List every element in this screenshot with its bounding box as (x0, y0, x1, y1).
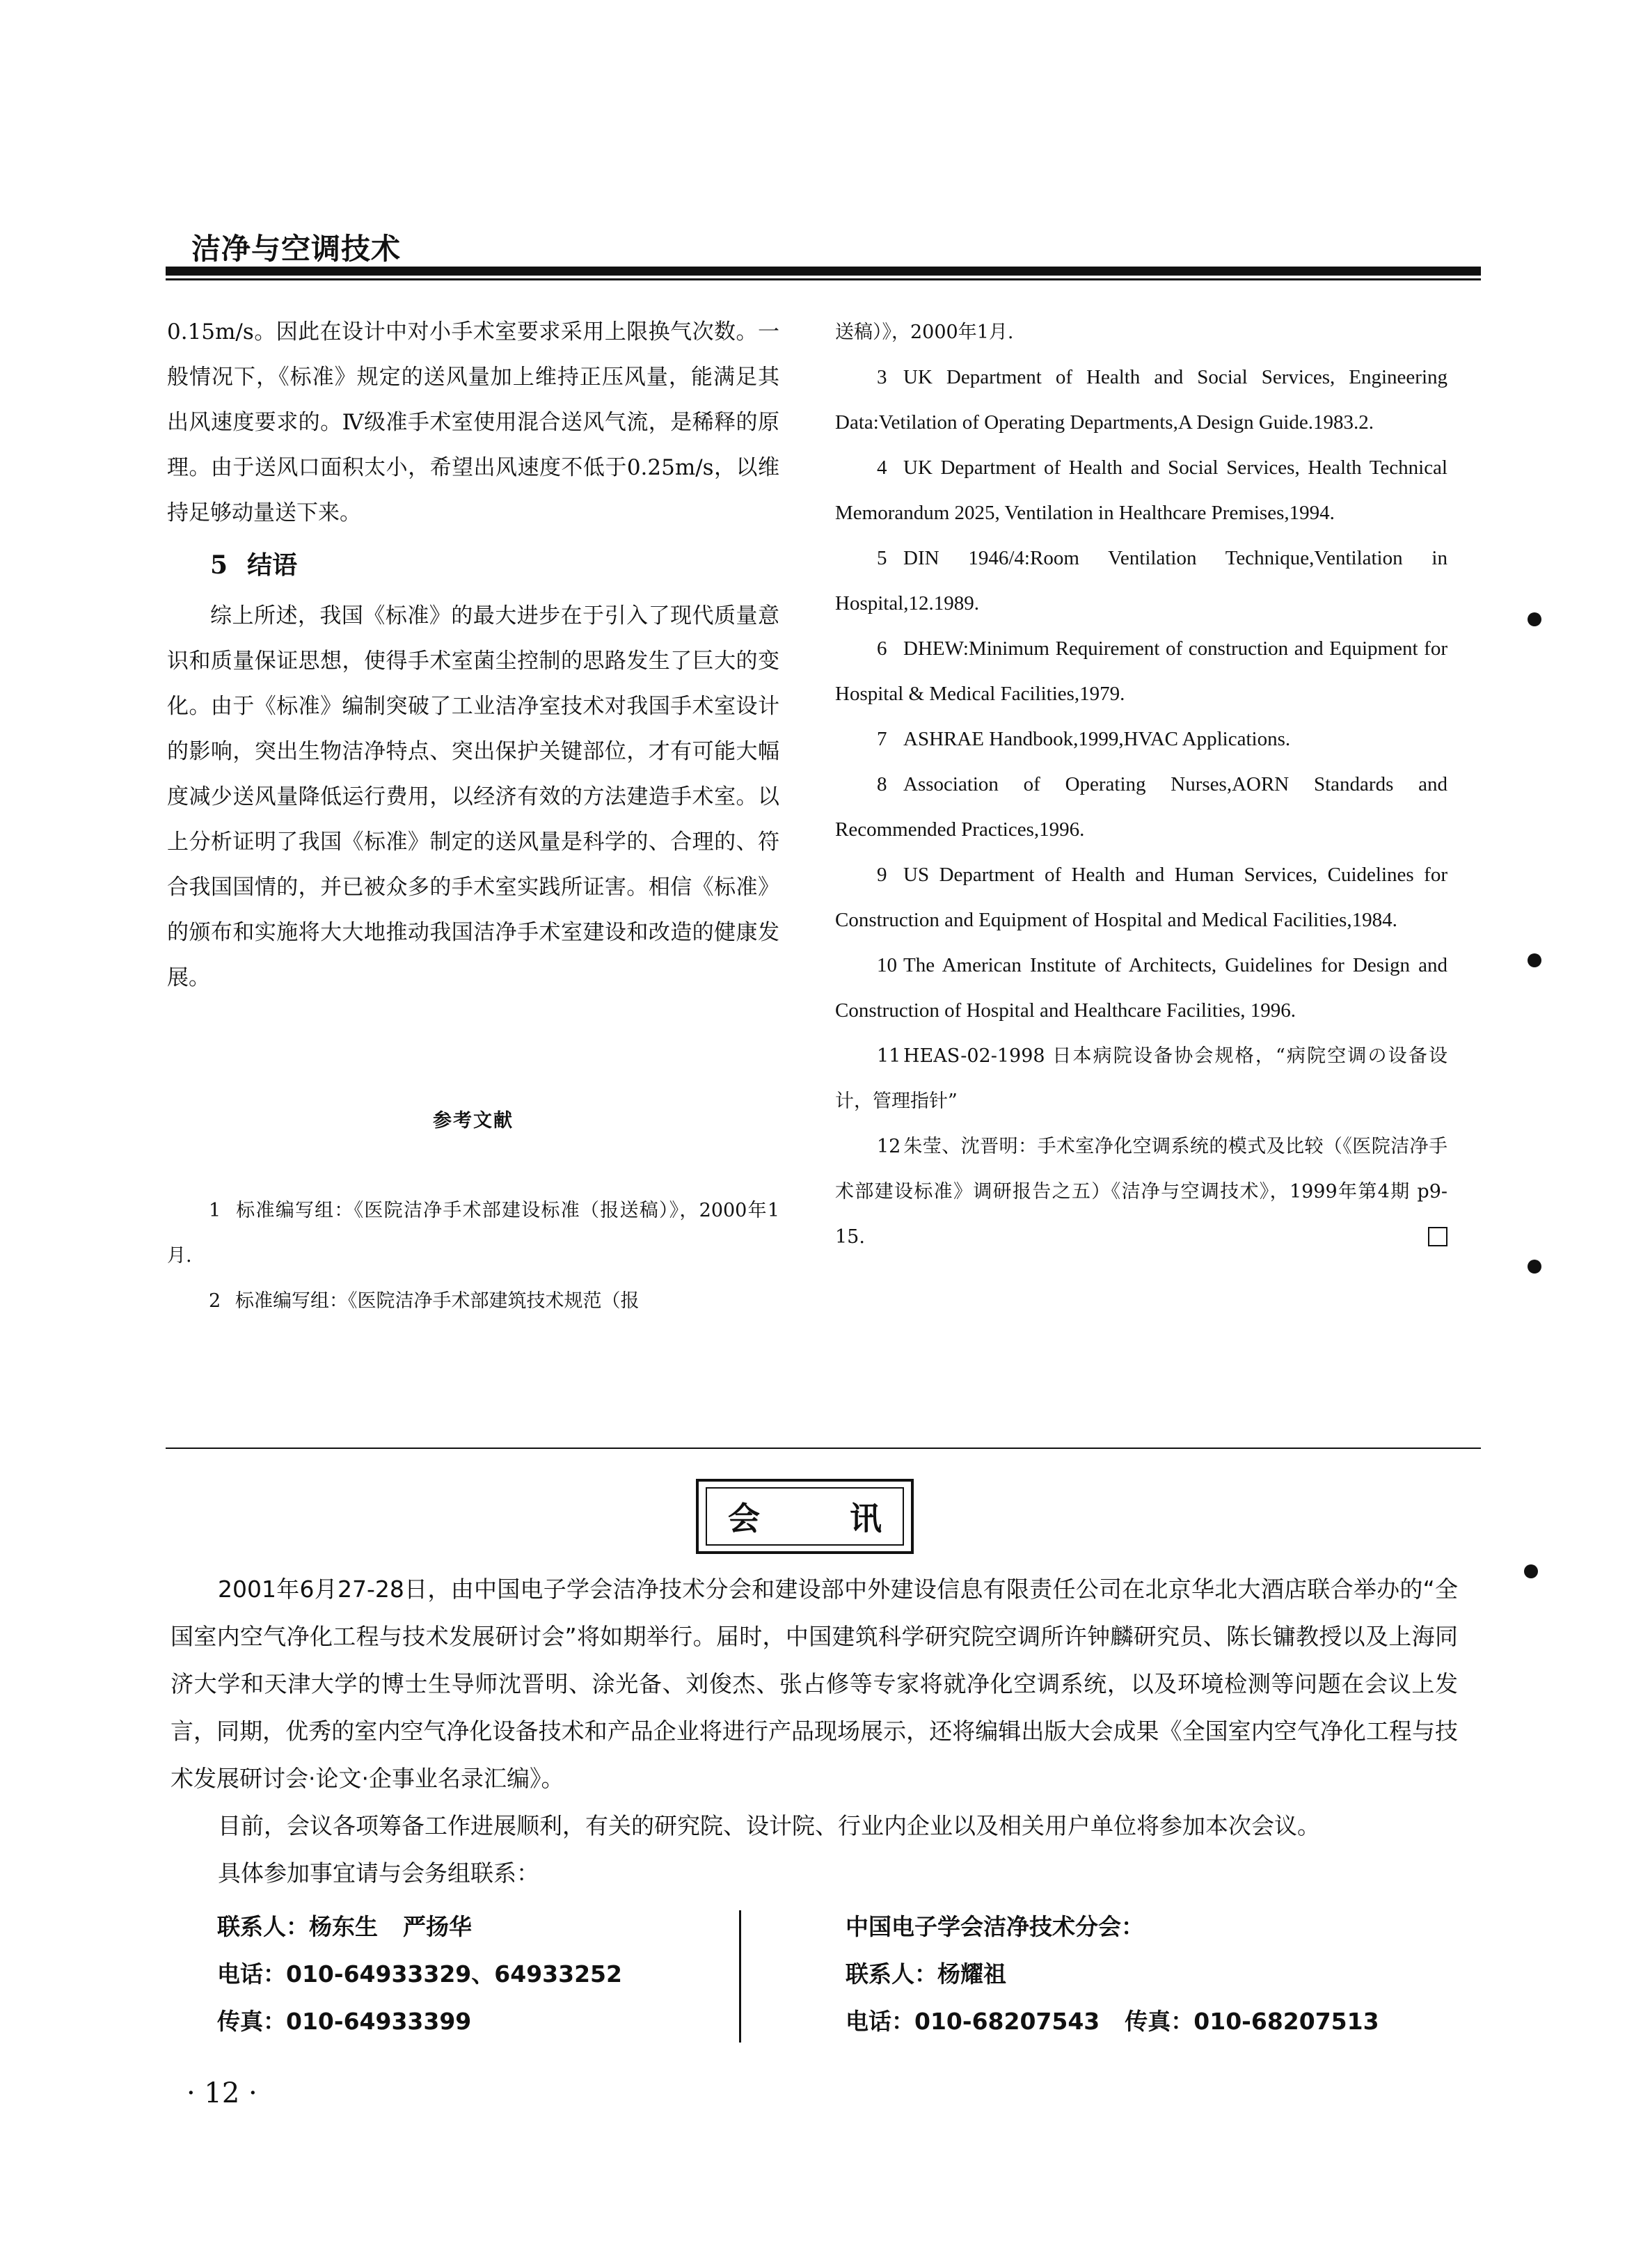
reference-item (835, 445, 1447, 536)
header-rule-thick (166, 267, 1481, 276)
section-heading (210, 546, 779, 581)
reference-item (835, 536, 1447, 626)
notice-title-box (696, 1479, 914, 1554)
reference-number: 3 (877, 366, 887, 388)
contact-person: 杨东生 (309, 1913, 378, 1940)
reference-item (835, 1033, 1447, 1124)
journal-name: 洁净与空调技术 (191, 232, 402, 266)
body-paragraph: 综上所述，我国《标准》的最大进步在于引入了现代质量意识和质量保证思想，使得手术室菌尘控制的思路发生了巨大的变化。由于《标准》编制突破了工业洁净室技术对我国手术室设计的影响，突出生物洁净特点、突出保护关键部位，才有可能大幅度减少送风量降低运行费用，以经济有效的方法建造手术室。以上分析证明了我国《标准》制定的送风量是科学的、合理的、符合我国国情的，并已被众多的手术室实践所证害。相信《标准》的颁布和实施将大大地推动我国洁净手术室建设和改造的健康发展。 (167, 603, 779, 990)
contact-person: 杨耀祖 (937, 1960, 1006, 1988)
contact-fax: 010-68207513 (1193, 2008, 1379, 2035)
notice-title-inner (706, 1487, 904, 1546)
reference-text: HEAS-02-1998 日本病院设备协会规格，“病院空调の设备设计，管理指针” (835, 1045, 1447, 1112)
reference-text: 朱莹、沈晋明：手术室净化空调系统的模式及比较（《医院洁净手术部建设标准》调研报告之五）《洁净与空调技术》，1999年第4期 p9-15. (835, 1136, 1447, 1248)
reference-text: 标准编写组：《医院洁净手术部建筑技术规范（报 (235, 1290, 640, 1312)
page-number: · 12 · (187, 2077, 257, 2109)
reference-number: 6 (877, 637, 887, 660)
notice-paragraph: 目前，会议各项筹备工作进展顺利，有关的研究院、设计院、行业内企业以及相关用户单位将参加本次会议。 (218, 1812, 1320, 1839)
contact-left (217, 1903, 622, 2045)
reference-item (835, 626, 1447, 717)
contact-person: 严扬华 (403, 1913, 472, 1940)
reference-item (835, 355, 1447, 445)
section-number: 5 (210, 550, 228, 580)
contact-phone: 010-64933329、64933252 (286, 1960, 622, 1988)
body-paragraph: 0.15m/s。因此在设计中对小手术室要求采用上限换气次数。一般情况下，《标准》规定的送风量加上维持正压风量，能满足其出风速度要求的。Ⅳ级准手术室使用混合送风气流，是稀释的原理。由于送风口面积太小，希望出风速度不低于0.25m/s，以维持足够动量送下来。 (167, 319, 779, 525)
reference-text: DHEW:Minimum Requirement of construction and Equipment for Hospital & Medical Facilities,1979. (835, 637, 1447, 705)
reference-text: The American Institute of Architects, Guidelines for Design and Construction of Hospital and Healthcare Facilities, 1996. (835, 954, 1447, 1022)
reference-item (835, 853, 1447, 943)
binding-hole-mark (1524, 1564, 1538, 1578)
reference-number: 1 (209, 1200, 221, 1221)
reference-number: 12 (877, 1136, 901, 1157)
reference-text: US Department of Health and Human Services, Cuidelines for Construction and Equipment of Hospital and Medical Facilities,1984. (835, 864, 1447, 931)
contact-phone-line (217, 1951, 622, 1998)
contact-label: 电话： (846, 2008, 914, 2035)
contact-right (846, 1903, 1379, 2045)
reference-text: UK Department of Health and Social Services, Engineering Data:Vetilation of Operating Departments,A Design Guide.1983.2. (835, 366, 1447, 434)
reference-text: ASHRAE Handbook,1999,HVAC Applications. (903, 728, 1291, 750)
reference-item (167, 1278, 779, 1324)
notice-title-char: 会 (728, 1500, 760, 1537)
references-title: 参考文献 (433, 1110, 514, 1132)
contact-label: 传真： (217, 2008, 286, 2035)
reference-number: 5 (877, 547, 887, 569)
contact-label: 联系人： (846, 1960, 937, 1988)
reference-number: 8 (877, 773, 887, 795)
reference-number: 2 (209, 1290, 221, 1312)
binding-hole-mark (1528, 1260, 1541, 1274)
reference-text: DIN 1946/4:Room Ventilation Technique,Ventilation in Hospital,12.1989. (835, 547, 1447, 614)
notice-paragraph: 2001年6月27-28日，由中国电子学会洁净技术分会和建设部中外建设信息有限责任公司在北京华北大酒店联合举办的“全国室内空气净化工程与技术发展研讨会”将如期举行。届时，中国建筑科学研究院空调所许钟麟研究员、陈长镛教授以及上海同济大学和天津大学的博士生导师沈晋明、涂光备、刘俊杰、张占修等专家将就净化空调系统，以及环境检测等问题在会议上发言，同期，优秀的室内空气净化设备技术和产品企业将进行产品现场展示，还将编辑出版大会成果《全国室内空气净化工程与技术发展研讨会·论文·企事业名录汇编》。 (170, 1576, 1458, 1792)
contact-label: 电话： (217, 1960, 286, 1988)
contact-person-line (846, 1951, 1379, 1998)
contact-fax: 010-64933399 (286, 2008, 472, 2035)
contact-org: 中国电子学会洁净技术分会： (846, 1913, 1144, 1940)
reference-item (835, 1124, 1447, 1260)
contact-phone-fax-line (846, 1998, 1379, 2045)
header-rule-thin (166, 278, 1481, 280)
reference-text: UK Department of Health and Social Services, Health Technical Memorandum 2025, Ventilation in Healthcare Premises,1994. (835, 457, 1447, 524)
contact-divider (739, 1910, 741, 2043)
contact-phone: 010-68207543 (914, 2008, 1100, 2035)
reference-item (835, 943, 1447, 1033)
binding-hole-mark (1528, 612, 1541, 626)
right-column (835, 310, 1447, 1260)
left-column (167, 310, 779, 1324)
reference-continuation: 送稿）》，2000年1月. (835, 322, 1014, 343)
notice-paragraph: 具体参加事宜请与会务组联系： (218, 1859, 539, 1887)
notice-body (170, 1566, 1458, 1897)
contact-label: 传真： (1125, 2008, 1194, 2035)
reference-number: 9 (877, 864, 887, 886)
notice-title-char: 讯 (850, 1500, 882, 1537)
reference-number: 11 (877, 1045, 901, 1067)
contact-person-line (217, 1903, 622, 1951)
reference-item (167, 1188, 779, 1278)
reference-text: Association of Operating Nurses,AORN Standards and Recommended Practices,1996. (835, 773, 1447, 841)
section-divider (166, 1448, 1481, 1449)
reference-number: 4 (877, 457, 887, 479)
reference-item (835, 762, 1447, 853)
binding-hole-mark (1528, 953, 1541, 967)
reference-number: 7 (877, 728, 887, 750)
reference-number: 10 (877, 954, 897, 976)
reference-text: 标准编写组：《医院洁净手术部建设标准（报送稿）》，2000年1月. (167, 1200, 779, 1267)
section-title: 结语 (247, 550, 298, 580)
end-of-article-mark (1428, 1227, 1447, 1246)
reference-item (835, 717, 1447, 762)
contact-fax-line (217, 1998, 622, 2045)
contact-label: 联系人： (217, 1913, 309, 1940)
